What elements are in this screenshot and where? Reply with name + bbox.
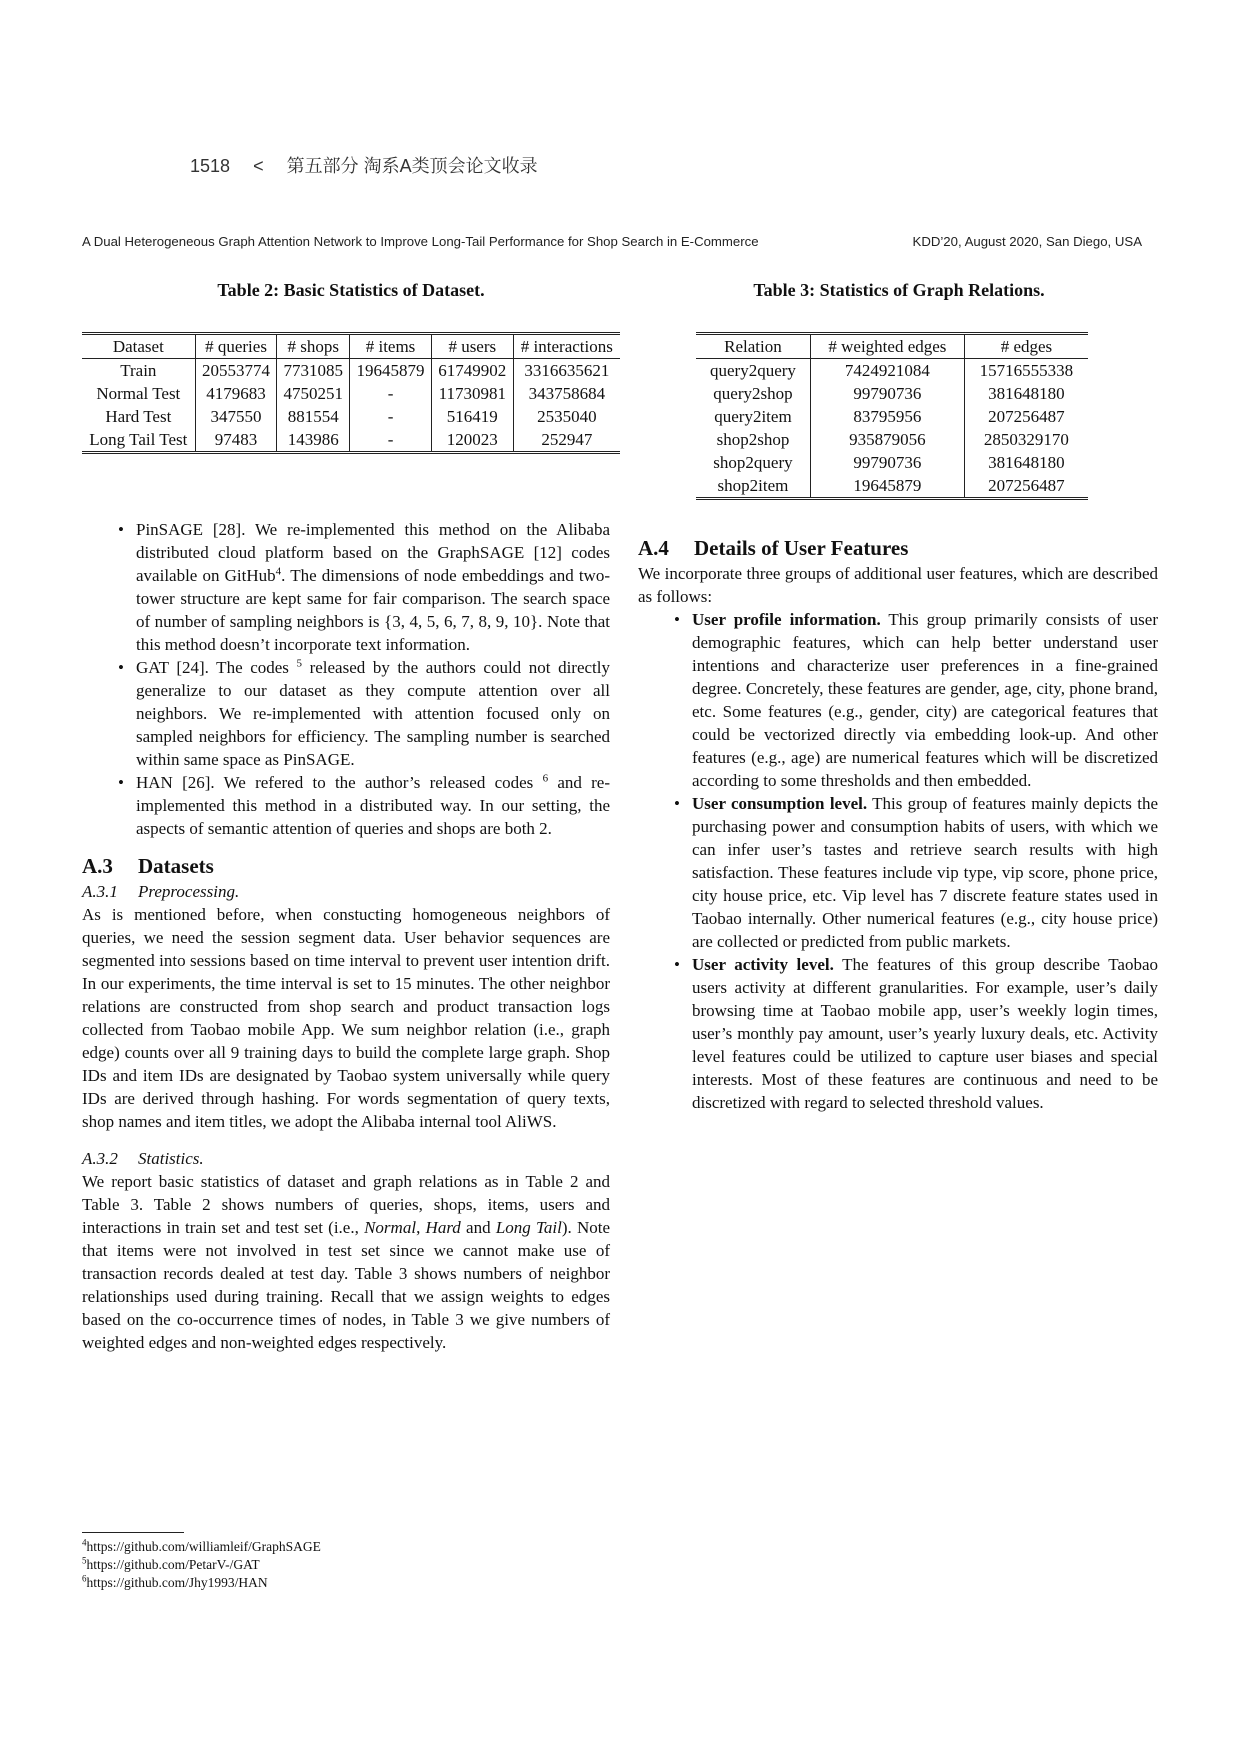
table2 (82, 332, 620, 454)
table-cell: 11730981 (431, 382, 513, 405)
footnote-link[interactable]: https://github.com/PetarV-/GAT (86, 1557, 260, 1572)
right-column (638, 534, 1158, 1114)
table-cell: Long Tail Test (82, 428, 195, 453)
table-cell: - (350, 405, 432, 428)
list-item-text: and re-implemented this method in a distributed way. In our setting, the aspects of semantic attention of queries and shops are both 2. (136, 773, 610, 838)
emphasis: Long Tail (495, 1218, 562, 1237)
table-cell: 19645879 (350, 359, 432, 383)
table-cell: 516419 (431, 405, 513, 428)
table-cell: Normal Test (82, 382, 195, 405)
book-page-number: 1518 (190, 156, 231, 176)
table-cell: 881554 (277, 405, 350, 428)
table-row (696, 451, 1088, 474)
table3-header-row (696, 334, 1088, 359)
list-item-text: This group primarily consists of user demographic features, which can help better understand user intentions and characterize user preferences in a fine-grained degree. Concretely, these features are gender, age, city, phone brand, etc. Some features (e.g., gender, city) are categorical features that could be vectorized directly via embedding look-up. And other features (e.g., age) are numerical features which will be discretized according to some thresholds and then embedded. (692, 610, 1158, 790)
subsection-heading (82, 880, 610, 903)
table-row (82, 359, 620, 383)
paragraph-text: ). Note that items were not involved in test set since we cannot make use of transaction records dealed at test day. Table 3 shows numbers of neighbor relationships used during training. Recall that we assign weights to edges based on the co-occurrence times of nodes, in Table 3 we give numbers of weighted edges and non-weighted edges respectively. (82, 1218, 611, 1352)
table3 (696, 332, 1088, 500)
list-item-text: This group of features mainly depicts the purchasing power and consumption habits of users, with which we can infer user’s tastes and retrieve search results with high satisfaction. These features include vip type, vip score, phone price, city house price, etc. Vip level has 7 discrete feature states used in Taobao internally. Other numerical features (e.g., city house price) are collected or predicted from public markets. (692, 794, 1158, 951)
paragraph-text: and (466, 1218, 491, 1237)
list-item-title: User activity level. (692, 955, 834, 974)
table-cell: 4750251 (277, 382, 350, 405)
list-item (118, 771, 610, 840)
table-cell: shop2query (696, 451, 810, 474)
table-row (82, 405, 620, 428)
table-cell: 61749902 (431, 359, 513, 383)
table2-header-cell: # items (350, 334, 432, 359)
table-cell: 381648180 (988, 384, 1065, 403)
table-cell: 3316635621 (524, 361, 610, 380)
list-item-text: GAT [24]. The codes (136, 658, 289, 677)
list-item (674, 608, 1158, 792)
subsection-title: Preprocessing. (138, 882, 240, 901)
table3-header-cell: # edges (964, 334, 1088, 359)
table2-caption: Table 2: Basic Statistics of Dataset. (217, 280, 485, 300)
footnote-number: 4 (82, 1537, 87, 1548)
emphasis: Hard (425, 1218, 461, 1237)
table-cell: 207256487 (988, 407, 1065, 426)
section-title: Datasets (138, 854, 214, 878)
running-header-title: A Dual Heterogeneous Graph Attention Network to Improve Long-Tail Performance for Shop Search in E-Commerce (82, 234, 759, 249)
footnote-ref: 5 (296, 657, 302, 670)
list-item-text: The features of this group describe Taobao users activity at different granularities. For example, user’s daily browsing time at Taobao mobile app, user’s weekly login times, user’s monthly pay amount, user’s yearly luxury deals, etc. Activity level features could be utilized to capture user biases and special interests. Most of these features are continuous and need to be discretized with regard to selected threshold values. (692, 955, 1158, 1112)
table-cell: query2query (696, 359, 810, 383)
table-cell: Train (82, 359, 195, 383)
section-number: A.3 (82, 854, 113, 878)
book-header (190, 152, 556, 178)
table-cell: query2shop (696, 382, 810, 405)
table-cell: 143986 (277, 428, 350, 453)
feature-list (674, 608, 1158, 1114)
footnotes (82, 1538, 321, 1592)
table-row (696, 382, 1088, 405)
paragraph (82, 1170, 610, 1354)
paragraph: As is mentioned before, when constucting homogeneous neighbors of queries, we need the session segment data. User behavior sequences are segmented into sessions based on time interval to prevent user intention drift. In our experiments, the time interval is set to 15 minutes. The other neighbor relations are constructed from shop search and product transaction logs collected from Taobao mobile App. We sum neighbor relation (i.e., graph edge) counts over all 9 training days to build the complete large graph. Shop IDs and item IDs are designated by Taobao system universally while query IDs are derived through hashing. For words segmentation of query texts, shop names and item titles, we adopt the Alibaba internal tool AliWS. (82, 905, 610, 1131)
table-cell: 120023 (431, 428, 513, 453)
list-item (674, 792, 1158, 953)
table-cell: - (350, 428, 432, 453)
table-cell: shop2item (696, 474, 810, 499)
table-cell: 4179683 (195, 382, 277, 405)
table-cell: 99790736 (810, 382, 964, 405)
list-item (118, 518, 610, 656)
table-cell: query2item (696, 405, 810, 428)
table3-header-cell: Relation (696, 334, 810, 359)
section-title: Details of User Features (694, 536, 909, 560)
table-cell: 20553774 (195, 359, 277, 383)
table-cell: 83795956 (810, 405, 964, 428)
table-row (82, 428, 620, 453)
list-item (118, 656, 610, 771)
footnote-ref: 4 (275, 565, 282, 578)
list-item-text: released by the authors could not directly generalize to our dataset as they compute attention over all neighbors. We re-implemented with attention focused only on sampled neighbors for efficiency. The sampling number is searched within same space as PinSAGE. (136, 658, 610, 769)
footnote (82, 1574, 321, 1592)
footnote-number: 5 (82, 1555, 87, 1566)
list-item-text: . The dimensions of node embeddings and two-tower structure are kept same for fair comparison. The search space of number of sampling neighbors is {3, 4, 5, 6, 7, 8, 9, 10}. Note that this method doesn’t incorporate text information. (136, 566, 610, 654)
running-header-venue: KDD’20, August 2020, San Diego, USA (912, 234, 1142, 249)
section-heading (638, 534, 1158, 562)
table-row (696, 359, 1088, 383)
table-cell: 347550 (195, 405, 277, 428)
table-cell: 19645879 (810, 474, 964, 499)
table-cell: 207256487 (964, 474, 1088, 499)
table2-header-cell: # shops (277, 334, 350, 359)
table-cell: 381648180 (988, 453, 1065, 472)
table-row (82, 382, 620, 405)
table2-header-row (82, 334, 620, 359)
list-item-text: PinSAGE [28]. We re-implemented this method on the Alibaba distributed cloud platform based on the GraphSAGE [12] codes available on GitHub (136, 520, 610, 585)
footnote-ref: 6 (542, 772, 549, 785)
table-cell: 935879056 (810, 428, 964, 451)
book-header-separator: < (253, 156, 264, 176)
subsection-title: Statistics. (138, 1149, 204, 1168)
footnote-link[interactable]: https://github.com/williamleif/GraphSAGE (86, 1539, 321, 1554)
table2-header-cell: Dataset (82, 334, 195, 359)
table-cell: 97483 (195, 428, 277, 453)
table-cell: Hard Test (82, 405, 195, 428)
footnote-number: 6 (82, 1573, 87, 1584)
table-row (696, 428, 1088, 451)
book-part-title: 第五部分 淘系A类顶会论文收录 (286, 156, 538, 176)
subsection-number: A.3.2 (82, 1149, 118, 1168)
table-cell: 343758684 (528, 384, 606, 403)
section-heading (82, 852, 610, 880)
table-cell: 7731085 (277, 359, 350, 383)
list-item-title: User consumption level. (692, 794, 868, 813)
table2-header-cell: # users (431, 334, 513, 359)
baseline-list (118, 518, 610, 840)
paragraph-text: , (416, 1218, 421, 1237)
footnote (82, 1556, 321, 1574)
list-item-text: HAN [26]. We refered to the author’s released codes (136, 773, 534, 792)
list-item (674, 953, 1158, 1114)
table-row (696, 474, 1088, 499)
left-column (82, 518, 610, 1354)
table3-header-cell: # weighted edges (810, 334, 964, 359)
footnote-rule (82, 1532, 184, 1533)
emphasis: Normal (364, 1218, 417, 1237)
table-cell: 7424921084 (810, 359, 964, 383)
subsection-heading (82, 1147, 610, 1170)
subsection-number: A.3.1 (82, 882, 118, 901)
table-cell: 2535040 (537, 407, 597, 426)
table-cell: 99790736 (810, 451, 964, 474)
list-item-title: User profile information. (692, 610, 881, 629)
table-cell: 2850329170 (983, 430, 1069, 449)
table2-header-cell: # interactions (513, 334, 620, 359)
paragraph-text: We report basic statistics of dataset and graph relations as in Table 2 and Table 3. Table 2 shows numbers of queries, shops, items, users and interactions in train set and test set (i.e., (82, 1172, 610, 1237)
table2-header-cell: # queries (195, 334, 277, 359)
table-cell: 252947 (513, 428, 620, 453)
table-cell: - (350, 382, 432, 405)
table-cell: shop2shop (696, 428, 810, 451)
paragraph: We incorporate three groups of additional user features, which are described as follows: (638, 564, 1158, 606)
footnote-link[interactable]: https://github.com/Jhy1993/HAN (86, 1575, 268, 1590)
table3-caption: Table 3: Statistics of Graph Relations. (753, 280, 1045, 300)
footnote (82, 1538, 321, 1556)
section-number: A.4 (638, 536, 669, 560)
table-cell: 15716555338 (979, 361, 1074, 380)
table-row (696, 405, 1088, 428)
